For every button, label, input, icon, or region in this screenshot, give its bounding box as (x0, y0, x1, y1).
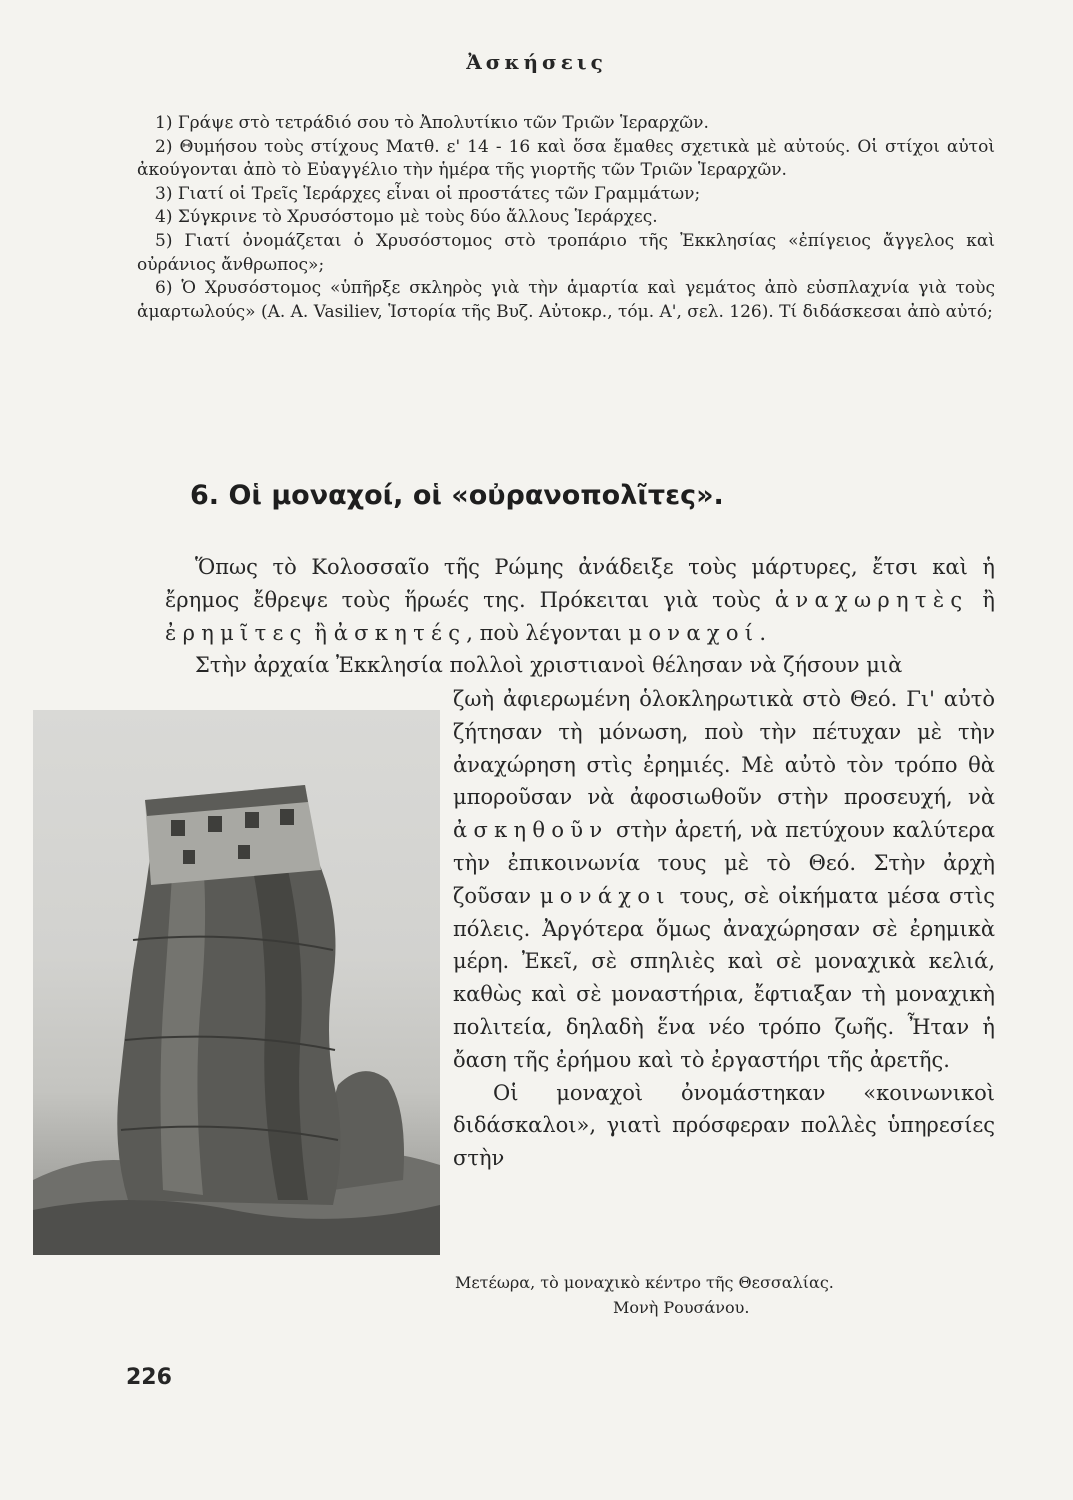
para-two-text: ζωὴ ἀφιερωμένη ὁλοκληρωτικὰ στὸ Θεό. Γι' αὐτὸ ζήτησαν τὴ μόνωση, ποὺ τὴν πέτυχαν μὲ τὴν ἀναχώρηση στὶς ἐρημιές. Μὲ αὐτὸ τὸν τρόπο θὰ μποροῦσαν νὰ ἀφοσιωθοῦν στὴν προσευχή, νὰ (453, 687, 995, 810)
term-monachoi: μοναχοί (628, 620, 760, 645)
paragraph-three: Οἱ μοναχοὶ ὀνομάστηκαν «κοινωνικοὶ διδάσκαλοι», γιατὶ πρόσφεραν πολλὲς ὑπηρεσίες στὴν (453, 1080, 995, 1171)
meteora-photo (33, 710, 440, 1255)
paragraph-two-start: Στὴν ἀρχαία Ἐκκλησία πολλοὶ χριστιανοὶ θέλησαν νὰ ζήσουν μιὰ (195, 653, 903, 678)
intro-text: Ὅπως τὸ Κολοσσαῖο τῆς Ρώμης ἀνάδειξε τοὺς μάρτυρες, ἔτσι καὶ ἡ ἔρημος ἔθρεψε τοὺς ἥρωές της. Πρόκειται γιὰ τοὺς (165, 555, 995, 612)
term-askites: ἀσκητές (333, 620, 467, 645)
exercises-heading: Ἀσκήσεις (466, 50, 607, 74)
section-title: 6. Οἱ μοναχοί, οἱ «οὐρανοπολῖτες». (190, 480, 724, 511)
exercise-item: 6) Ὁ Χρυσόστομος «ὑπῆρξε σκληρὸς γιὰ τὴν ἁμαρτία καὶ γεμάτος ἀπὸ εὐσπλαχνία γιὰ τοὺς ἁμαρτωλούς» (A. A. Vasiliev, Ἱστορία τῆς Βυζ. Αὐτοκρ., τόμ. Α', σελ. 126). Τί διδάσκεσαι ἀπὸ αὐτό; (137, 278, 995, 322)
term-monachoi-alone: μονάχοι (539, 883, 671, 908)
term-anachorites: ἀναχωρητὲς (774, 587, 969, 612)
para-two-text: τους, σὲ οἰκήματα μέσα στὶς πόλεις. Ἀργότερα ὅμως ἀναχώρησαν σὲ ἐρημικὰ μέρη. Ἐκεῖ, σὲ σπηλιὲς καὶ σὲ μοναχικὰ κελιά, καθὼς καὶ σὲ μοναστήρια, ἔφτιαξαν τὴ μοναχικὴ πολιτεία, δηλαδὴ ἕνα νέο τρόπο ζωῆς. Ἦταν ἡ ὄαση τῆς ἐρήμου καὶ τὸ ἐργαστήρι τῆς ἀρετῆς. (453, 883, 995, 1072)
intro-paragraph (165, 551, 995, 649)
section-body (453, 683, 995, 1175)
section-intro (165, 551, 995, 682)
rousanou-monastery-illustration (33, 710, 440, 1255)
para-two-text: στὴν ἀρετή, νὰ πετύχουν καλύτερα τὴν ἐπικοινωνία τους μὲ τὸ Θεό. Στὴν ἀρχὴ ζοῦσαν (453, 818, 995, 908)
exercise-item: 4) Σύγκρινε τὸ Χρυσόστομο μὲ τοὺς δύο ἄλλους Ἱεράρχες. (155, 207, 658, 228)
term-askithoun: ἀσκηθοῦν (453, 818, 609, 843)
page-number: 226 (126, 1365, 172, 1390)
exercises-list (137, 112, 995, 324)
caption-line: Μετέωρα, τὸ μοναχικὸ κέντρο τῆς Θεσσαλίας. (455, 1273, 834, 1292)
exercise-item: 5) Γιατί ὀνομάζεται ὁ Χρυσόστομος στὸ τροπάριο τῆς Ἐκκλησίας «ἐπίγειος ἄγγελος καὶ οὐράνιος ἄνθρωπος»; (137, 230, 995, 275)
exercise-item: 1) Γράψε στὸ τετράδιό σου τὸ Ἀπολυτίκιο τῶν Τριῶν Ἱεραρχῶν. (155, 113, 709, 133)
exercise-item: 2) Θυμήσου τοὺς στίχους Ματθ. ε' 14 - 16 καὶ ὅσα ἔμαθες σχετικὰ μὲ αὐτούς. Οἱ στίχοι αὐτοὶ ἀκούγονται ἀπὸ τὸ Εὐαγγέλιο τὴν ἡμέρα τῆς γιορτῆς τῶν Τριῶν Ἱεραρχῶν. (137, 136, 995, 181)
caption-line: Μονὴ Ρουσάνου. (613, 1298, 750, 1317)
exercise-item: 3) Γιατί οἱ Τρεῖς Ἱεράρχες εἶναι οἱ προστάτες τῶν Γραμμάτων; (155, 183, 701, 204)
term-erimites: ἐρημῖτες (165, 620, 308, 645)
intro-period: . (759, 620, 767, 645)
intro-or: ἢ (307, 620, 334, 645)
intro-called: , ποὺ λέγονται (466, 620, 629, 645)
photo-caption (440, 1270, 960, 1320)
intro-or: ἢ (968, 587, 995, 612)
paragraph-two (453, 683, 995, 1077)
